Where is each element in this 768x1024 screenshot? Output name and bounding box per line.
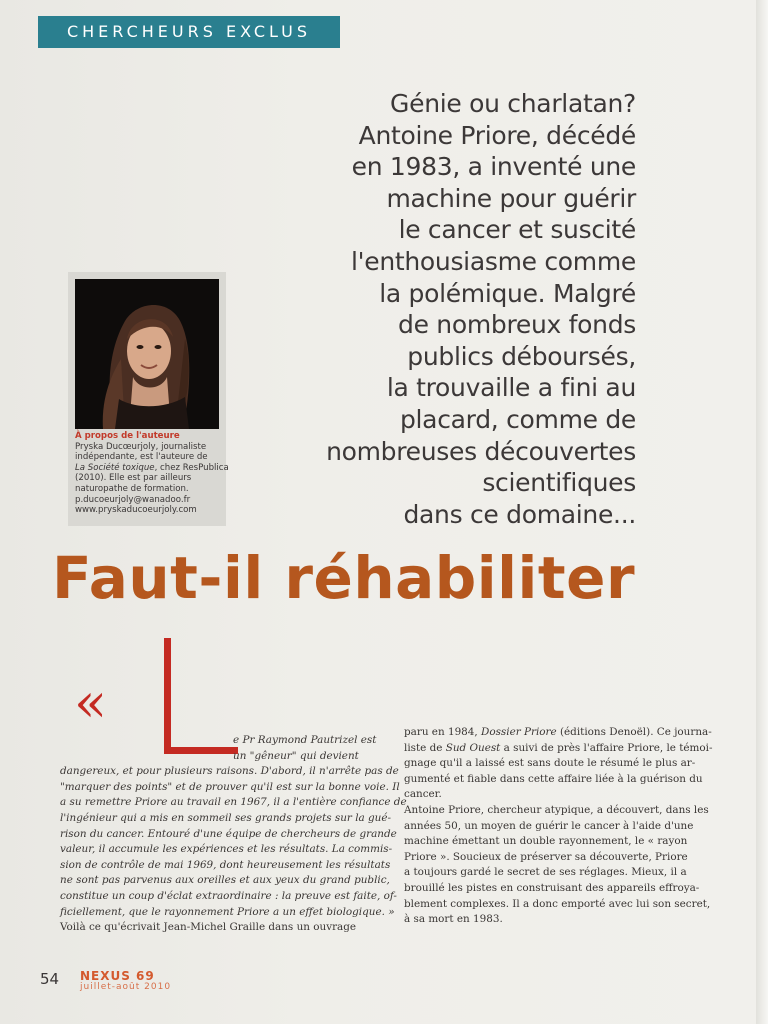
magazine-name: NEXUS 69 xyxy=(80,969,155,983)
author-book-publisher: , chez ResPublica xyxy=(154,462,229,473)
intro-line: placard, comme de xyxy=(399,404,636,434)
body-line: machine émettant un double rayonnement, le « rayon xyxy=(404,835,688,848)
author-photo xyxy=(75,279,219,429)
body-line: gnage qu'il a laissé est sans doute le résumé le plus ar- xyxy=(404,757,696,770)
body-column-left xyxy=(60,733,407,936)
body-line: Priore ». Soucieux de préserver sa découverte, Priore xyxy=(404,850,688,863)
author-box xyxy=(68,272,229,526)
body-line: valeur, il accumule les expériences et les résultats. La commis- xyxy=(60,843,393,856)
intro-standfirst xyxy=(260,88,636,530)
body-line xyxy=(404,725,710,741)
body-line: l'ingénieur qui a mis en sommeil ses grands projets sur la gué- xyxy=(60,811,392,824)
intro-line: machine pour guérir xyxy=(386,183,636,213)
body-line: dangereux, et pour plusieurs raisons. D'abord, il n'arrête pas de xyxy=(60,765,399,778)
intro-line: nombreuses découvertes xyxy=(326,436,636,466)
author-bio-line: Pryska Ducœurjoly, journaliste xyxy=(75,441,207,452)
body-line: ne sont pas parvenus aux oreilles et aux yeux du grand public, xyxy=(60,874,390,887)
intro-line: en 1983, a inventé une xyxy=(351,152,636,182)
intro-line: Génie ou charlatan? xyxy=(390,89,636,118)
body-line: Voilà ce qu'écrivait Jean-Michel Graille dans un ouvrage xyxy=(60,921,357,934)
body-line: a toujours gardé le secret de ses réglages. Mieux, il a xyxy=(404,866,687,879)
book-title: Dossier Priore xyxy=(481,726,557,738)
intro-line: la trouvaille a fini au xyxy=(386,373,636,403)
page-gutter xyxy=(756,0,768,1024)
author-bio xyxy=(75,431,229,516)
author-email: p.ducoeurjoly@wanadoo.fr xyxy=(75,494,191,505)
body-line: blement complexes. Il a donc emporté avec lui son secret, xyxy=(404,897,711,910)
drop-cap-text: L xyxy=(160,636,161,637)
magazine-footer xyxy=(80,970,171,992)
article-headline: Faut-il réhabiliter xyxy=(52,544,636,612)
body-line: rison du cancer. Entouré d'une équipe de chercheurs de grande xyxy=(60,827,397,840)
body-text: a suivi de près l'affaire Priore, le témoi- xyxy=(500,741,713,754)
body-line: brouillé les pistes en construisant des appareils effroya- xyxy=(404,881,700,894)
newspaper-name: Sud Ouest xyxy=(445,741,501,754)
body-text: liste de xyxy=(404,741,446,754)
body-line: e Pr Raymond Pautrizel est xyxy=(233,734,377,746)
body-column-right xyxy=(404,725,713,928)
author-bio-line: indépendante, est l'auteure de xyxy=(75,452,208,463)
intro-line: dans ce domaine... xyxy=(403,499,636,529)
body-text: (éditions Denoël). Ce journa- xyxy=(556,726,712,738)
intro-line: Antoine Priore, décédé xyxy=(358,120,636,150)
body-line: sion de contrôle de mai 1969, dont heureusement les résultats xyxy=(60,858,391,871)
body-line: années 50, un moyen de guérir le cancer à l'aide d'une xyxy=(404,819,694,832)
body-text: paru en 1984, xyxy=(404,726,482,738)
intro-line: scientifiques xyxy=(482,468,636,498)
body-line: à sa mort en 1983. xyxy=(404,913,503,926)
body-line: gumenté et fiable dans cette affaire liée à la guérison du xyxy=(404,772,703,785)
page-number: 54 xyxy=(40,970,60,988)
author-book-title: La Société toxique xyxy=(75,462,155,473)
intro-line: le cancer et suscité xyxy=(398,215,636,245)
body-line: cancer. xyxy=(404,788,442,801)
intro-line: publics déboursés, xyxy=(407,341,636,371)
body-line: "marquer des points" et de prouver qu'il est sur la bonne voie. Il xyxy=(60,780,400,793)
author-website: www.pryskaducoeurjoly.com xyxy=(75,505,197,516)
body-line: a su remettre Priore au travail en 1967, il a l'entière confiance de xyxy=(60,796,407,809)
opening-quote-mark: « xyxy=(74,671,108,734)
author-heading: À propos de l'auteure xyxy=(75,431,180,441)
author-bio-line: naturopathe de formation. xyxy=(75,483,189,494)
author-bio-line xyxy=(75,462,229,474)
body-line: constitue un coup d'éclat extraordinaire : la preuve est faite, of- xyxy=(60,889,397,902)
body-line xyxy=(404,741,713,757)
magazine-issue-date: juillet-août 2010 xyxy=(80,982,172,992)
body-line: un "gêneur" qui devient xyxy=(233,749,359,762)
body-line: ficiellement, que le rayonnement Priore a un effet biologique. » xyxy=(60,905,395,918)
section-rubric: CHERCHEURS EXCLUS xyxy=(38,16,340,48)
author-bio-line: (2010). Elle est par ailleurs xyxy=(75,473,192,484)
intro-line: la polémique. Malgré xyxy=(379,278,636,308)
body-line: Antoine Priore, chercheur atypique, a découvert, dans les xyxy=(404,803,709,816)
intro-line: de nombreux fonds xyxy=(398,310,636,340)
intro-line: l'enthousiasme comme xyxy=(351,246,636,276)
